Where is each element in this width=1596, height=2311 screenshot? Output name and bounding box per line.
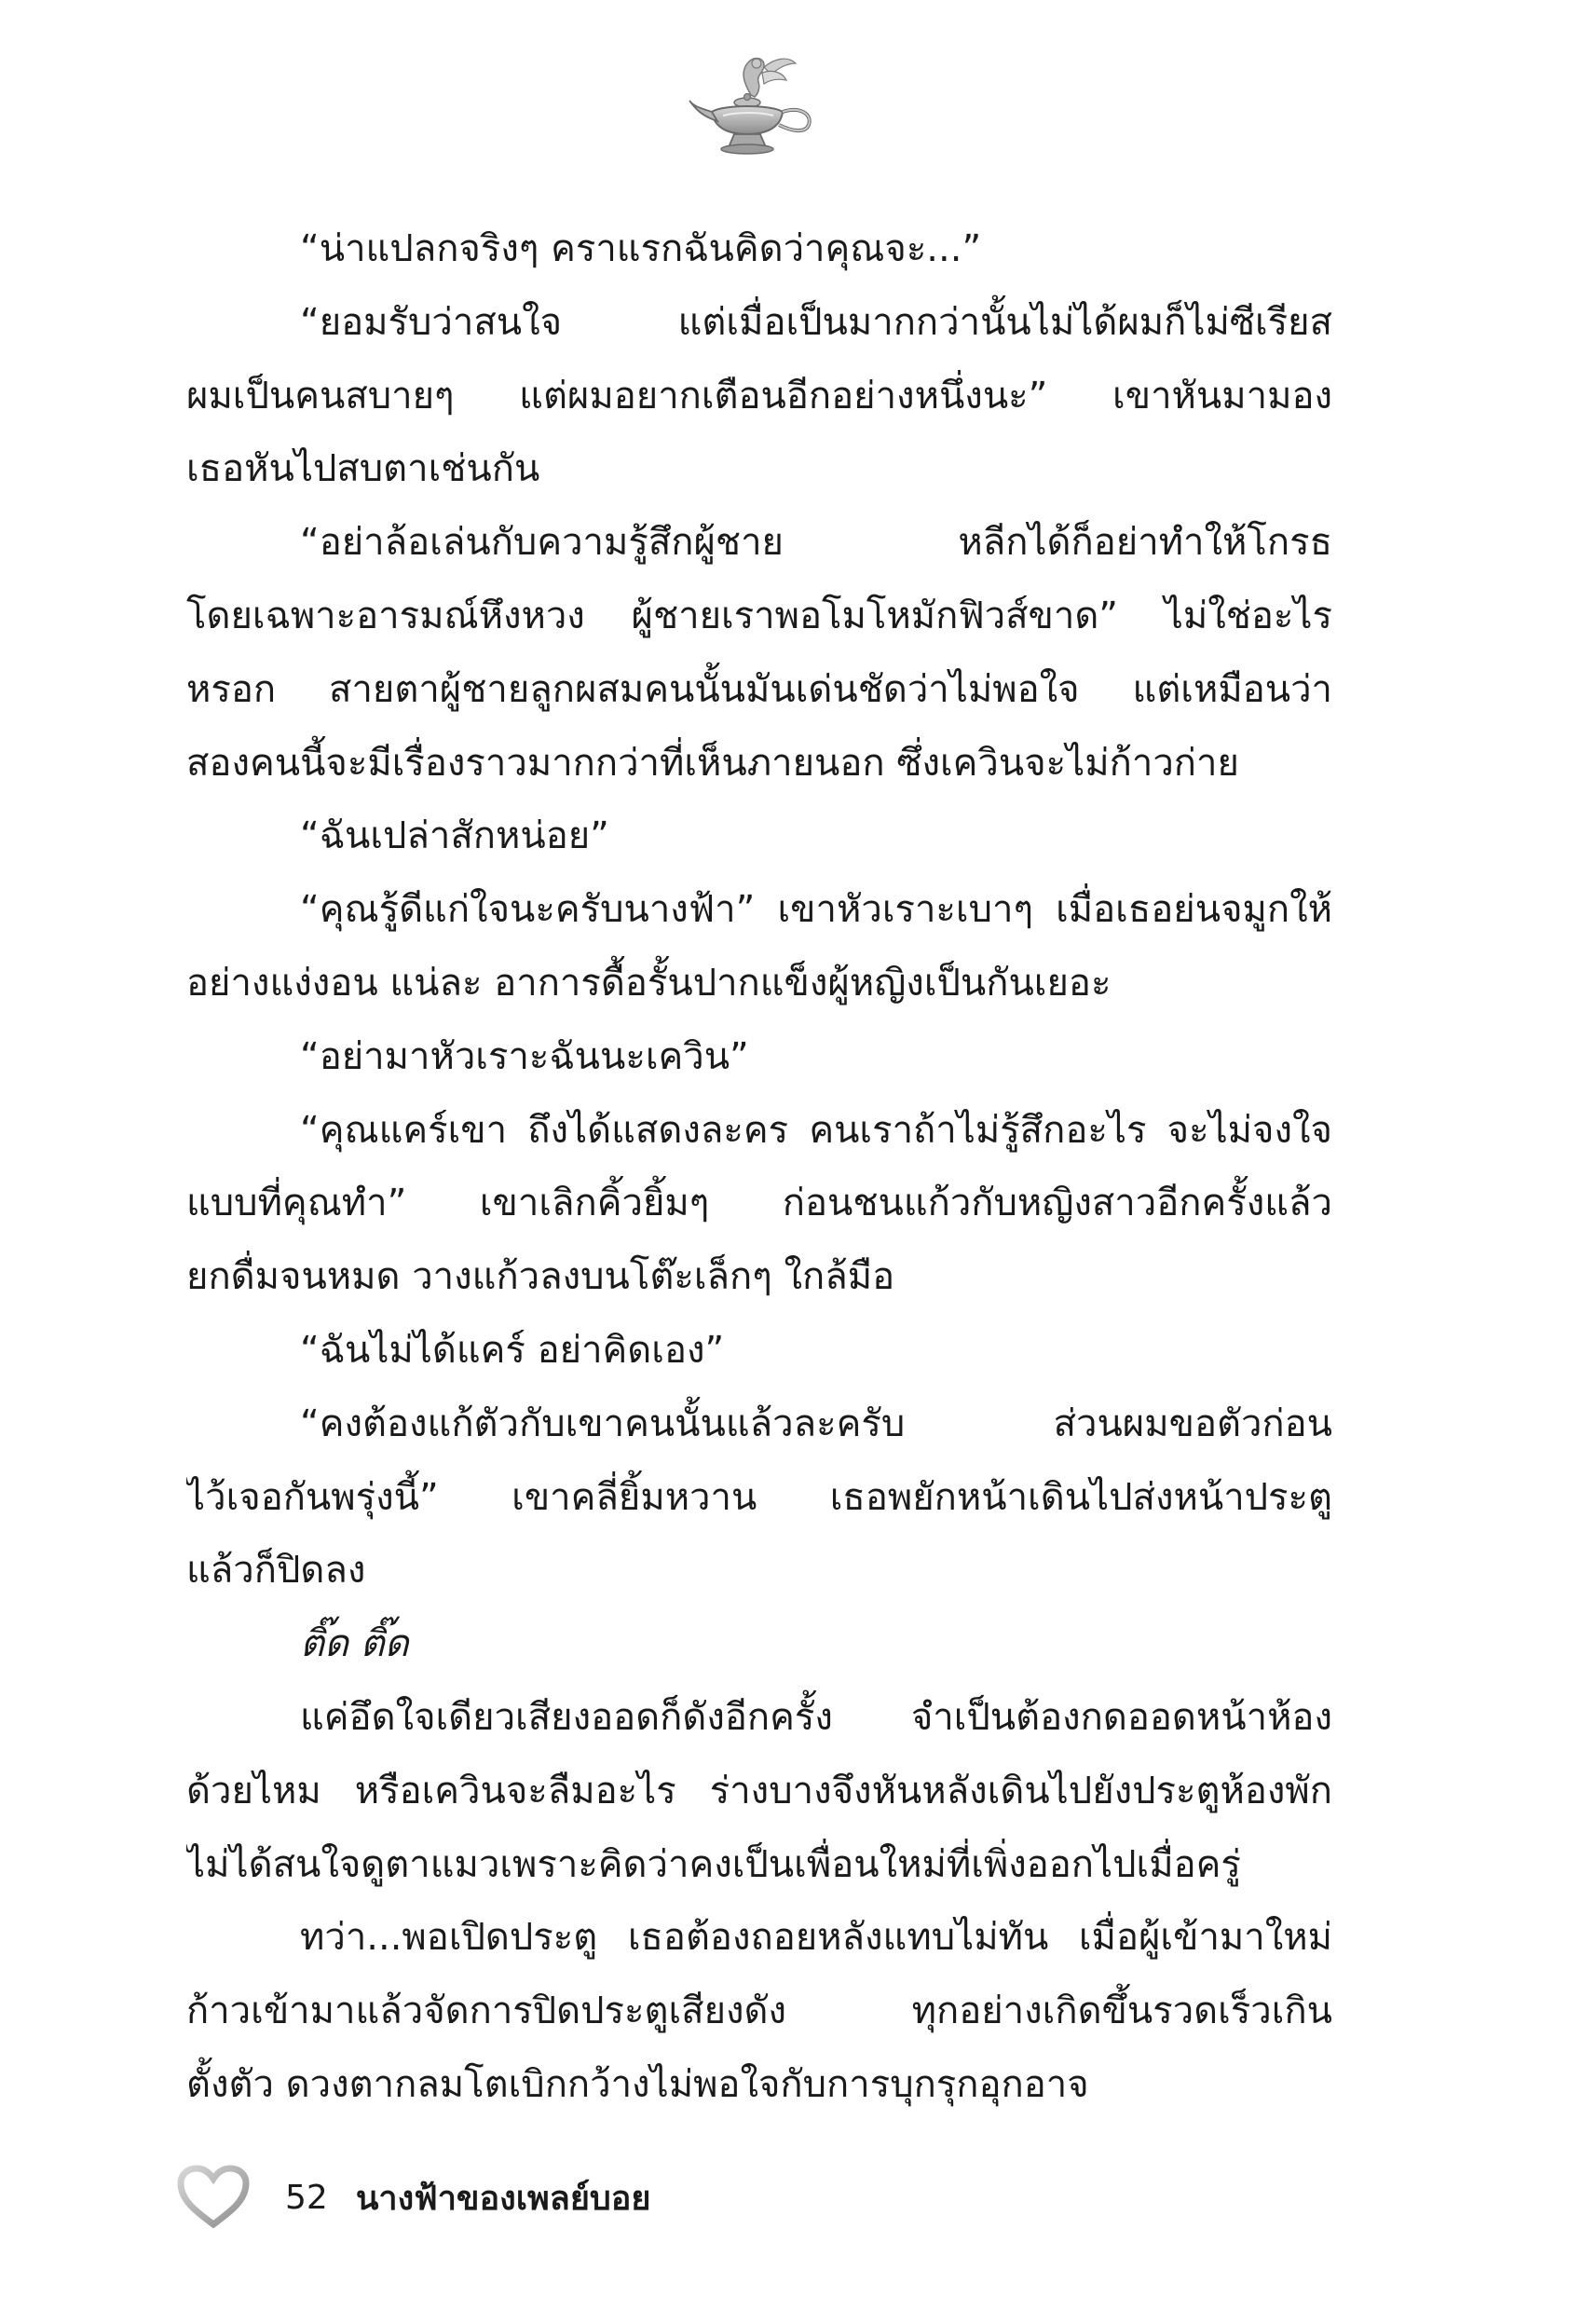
text-line: ด้วยไหม หรือเควินจะลืมอะไร ร่างบางจึงหันหลังเดินไปยังประตูห้องพัก (186, 1769, 1332, 1812)
text-line: ไม่ได้สนใจดูตาแมวเพราะคิดว่าคงเป็นเพื่อนใหม่ที่เพิ่งออกไปเมื่อครู่ (186, 1842, 1241, 1886)
heart-icon (177, 2165, 250, 2230)
text-line: ผมเป็นคนสบายๆ แต่ผมอยากเตือนอีกอย่างหนึ่งนะ” เขาหันมามอง (186, 374, 1332, 417)
text-line: “ฉันไม่ได้แคร์ อย่าคิดเอง” (300, 1328, 725, 1372)
text-line: ทว่า...พอเปิดประตู เธอต้องถอยหลังแทบไม่ทัน เมื่อผู้เข้ามาใหม่ (300, 1916, 1332, 1960)
genie-lamp-icon (686, 54, 822, 164)
text-line: ยกดื่มจนหมด วางแก้วลงบนโต๊ะเล็กๆ ใกล้มือ (186, 1255, 895, 1299)
page-footer (177, 2160, 650, 2235)
text-line: “คุณแคร์เขา ถึงได้แสดงละคร คนเราถ้าไม่รู้สึกอะไร จะไม่จงใจ (300, 1108, 1332, 1152)
text-line: แค่อึดใจเดียวเสียงออดก็ดังอีกครั้ง จำเป็นต้องกดออดหน้าห้อง (300, 1695, 1332, 1739)
text-line: ติ๊ด ติ๊ด (300, 1622, 409, 1666)
text-line: “ฉันเปล่าสักหน่อย” (300, 814, 609, 858)
text-line: หรอก สายตาผู้ชายลูกผสมคนนั้นมันเด่นชัดว่าไม่พอใจ แต่เหมือนว่า (186, 667, 1332, 711)
text-line: แล้วก็ปิดลง (186, 1549, 366, 1593)
text-line: “คุณรู้ดีแก่ใจนะครับนางฟ้า” เขาหัวเราะเบาๆ เมื่อเธอย่นจมูกให้ (300, 888, 1332, 932)
text-line: “น่าแปลกจริงๆ คราแรกฉันคิดว่าคุณจะ...” (300, 227, 982, 270)
text-line: “คงต้องแก้ตัวกับเขาคนนั้นแล้วละครับ ส่วนผมขอตัวก่อน (300, 1402, 1332, 1445)
text-line: เธอหันไปสบตาเช่นกัน (186, 447, 540, 491)
page-body (186, 212, 1332, 2122)
text-line: ก้าวเข้ามาแล้วจัดการปิดประตูเสียงดัง ทุกอย่างเกิดขึ้นรวดเร็วเกิน (186, 1990, 1332, 2033)
text-line: “อย่ามาหัวเราะฉันนะเควิน” (300, 1034, 749, 1078)
text-line: อย่างแง่งอน แน่ละ อาการดื้อรั้นปากแข็งผู้หญิงเป็นกันเยอะ (186, 961, 1112, 1005)
text-line: แบบที่คุณทำ” เขาเลิกคิ้วยิ้มๆ ก่อนชนแก้วกับหญิงสาวอีกครั้งแล้ว (186, 1182, 1332, 1225)
text-line: สองคนนี้จะมีเรื่องราวมากกว่าที่เห็นภายนอก ซึ่งเควินจะไม่ก้าวก่าย (186, 741, 1239, 785)
text-line: “อย่าล้อเล่นกับความรู้สึกผู้ชาย หลีกได้ก็อย่าทำให้โกรธ (300, 521, 1332, 565)
text-line: ตั้งตัว ดวงตากลมโตเบิกกว้างไม่พอใจกับการบุกรุกอุกอาจ (186, 2062, 1089, 2106)
book-title: นางฟ้าของเพลย์บอย (355, 2179, 651, 2218)
text-line: ไว้เจอกันพรุ่งนี้” เขาคลี่ยิ้มหวาน เธอพยักหน้าเดินไปส่งหน้าประตู (186, 1475, 1332, 1519)
page-number: 52 (285, 2178, 328, 2217)
text-line: โดยเฉพาะอารมณ์หึงหวง ผู้ชายเราพอโมโหมักฟิวส์ขาด” ไม่ใช่อะไร (186, 594, 1332, 637)
text-line: “ยอมรับว่าสนใจ แต่เมื่อเป็นมากกว่านั้นไม่ได้ผมก็ไม่ซีเรียส (300, 300, 1332, 344)
